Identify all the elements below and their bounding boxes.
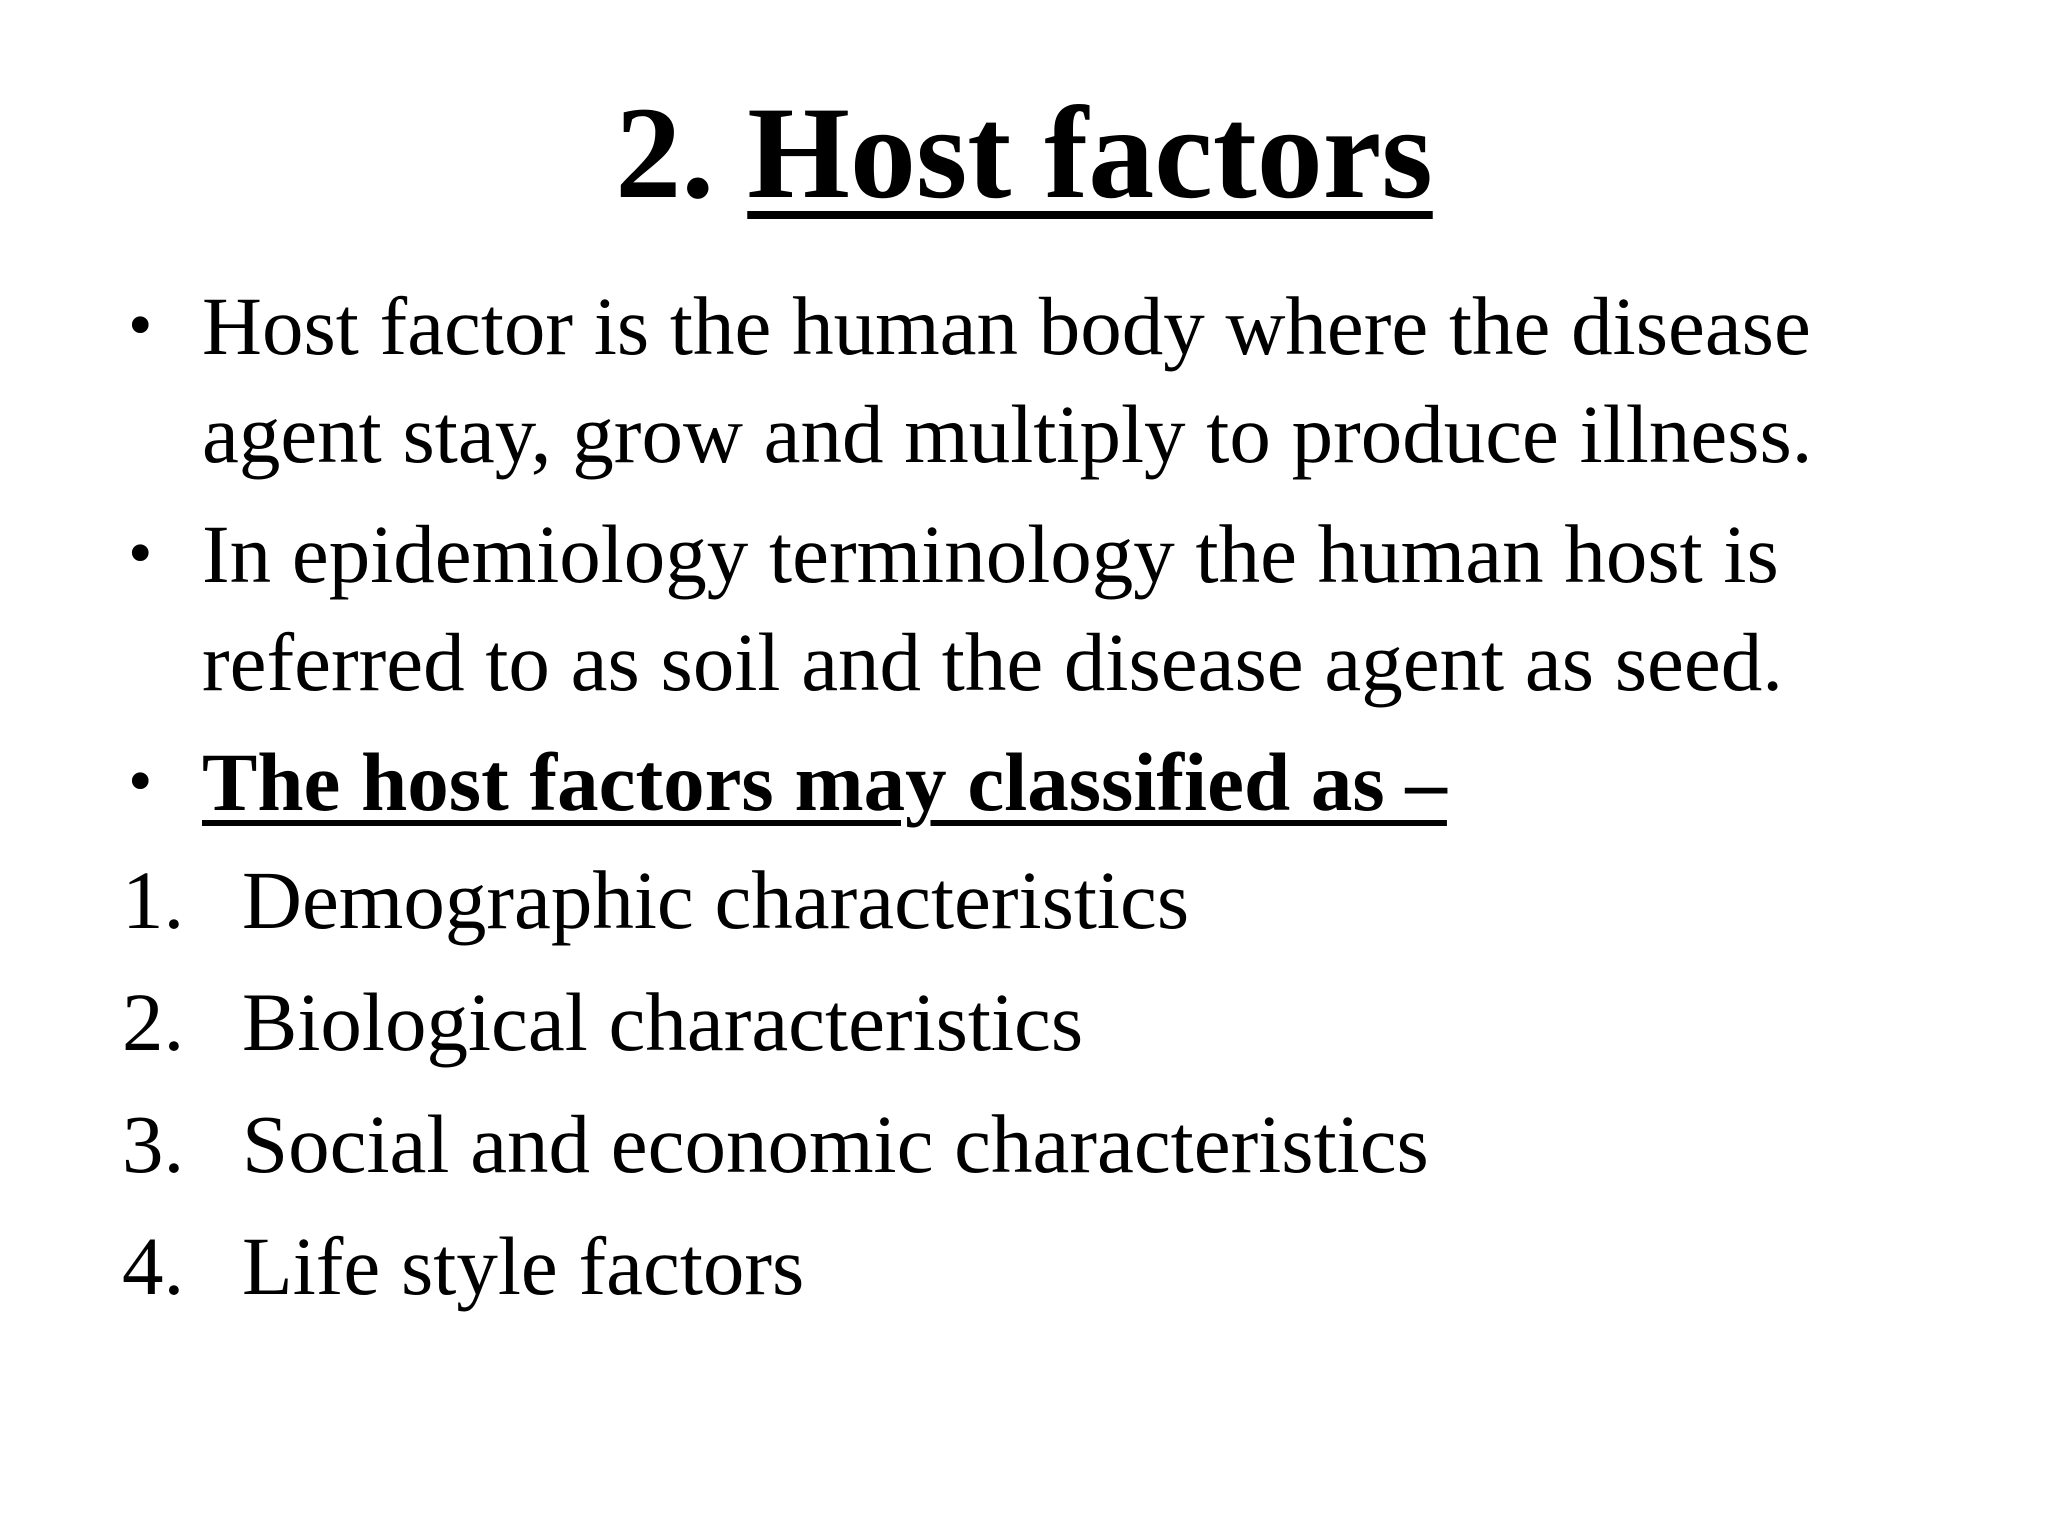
bullet-text: In epidemiology terminology the human host is referred to as soil and the disease agent as seed. bbox=[202, 508, 1783, 708]
bullet-item bbox=[122, 272, 1982, 488]
list-marker: 4. bbox=[122, 1220, 185, 1312]
list-item bbox=[122, 846, 1982, 968]
bullet-item bbox=[122, 728, 1982, 836]
bullet-icon: • bbox=[128, 287, 153, 364]
numbered-list bbox=[122, 846, 1982, 1334]
list-item-text: Demographic characteristics bbox=[242, 854, 1190, 946]
classification-heading: The host factors may classified as – bbox=[202, 736, 1447, 828]
list-marker: 2. bbox=[122, 976, 185, 1068]
bullet-text: Host factor is the human body where the disease agent stay, grow and multiply to produce illness. bbox=[202, 280, 1813, 480]
bullet-item bbox=[122, 500, 1982, 716]
list-item-text: Social and economic characteristics bbox=[242, 1098, 1429, 1190]
list-item bbox=[122, 1090, 1982, 1212]
list-item bbox=[122, 968, 1982, 1090]
bullet-icon: • bbox=[128, 743, 153, 820]
list-item bbox=[122, 1212, 1982, 1334]
slide-body bbox=[122, 272, 1982, 1334]
title-number: 2. bbox=[615, 79, 715, 226]
list-item-text: Biological characteristics bbox=[242, 976, 1084, 1068]
list-marker: 1. bbox=[122, 854, 185, 946]
list-marker: 3. bbox=[122, 1098, 185, 1190]
slide-title bbox=[0, 78, 2048, 228]
title-text: Host factors bbox=[747, 79, 1433, 226]
bullet-icon: • bbox=[128, 515, 153, 592]
list-item-text: Life style factors bbox=[242, 1220, 805, 1312]
